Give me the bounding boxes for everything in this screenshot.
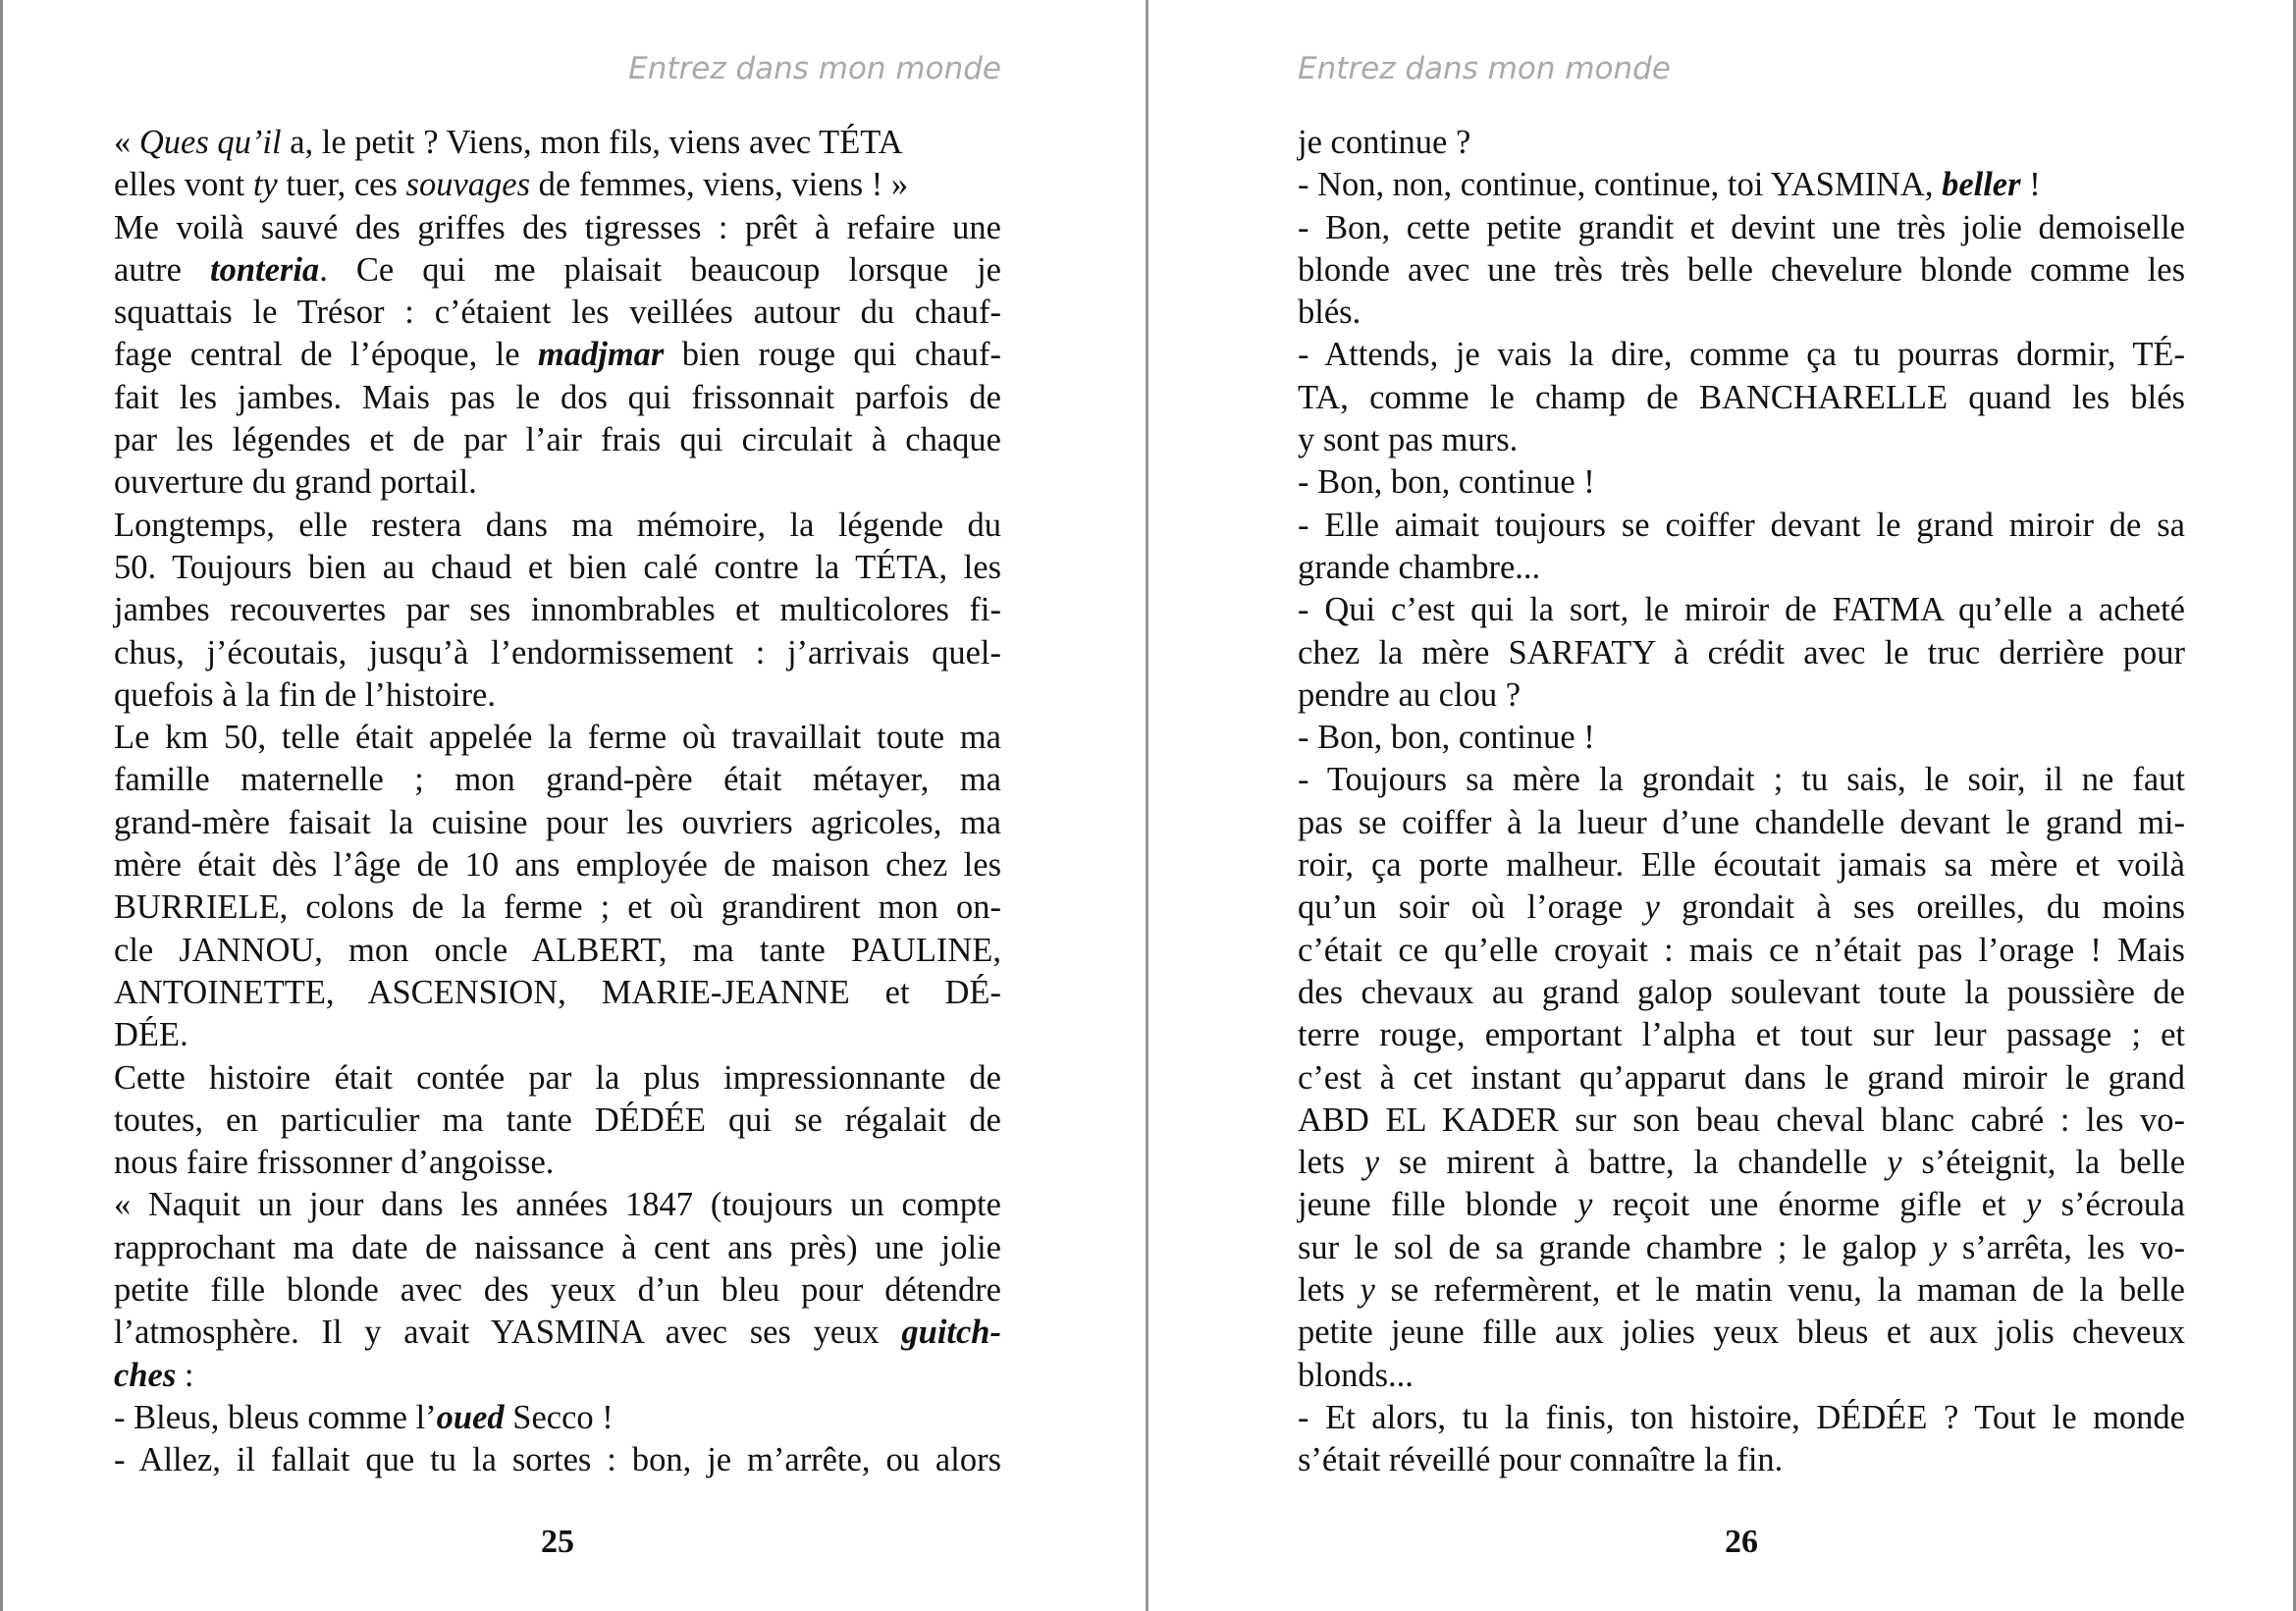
emphasized-word: ches xyxy=(114,1356,177,1394)
text-run: blonds... xyxy=(1298,1356,1414,1394)
text-run: tuer, ces xyxy=(277,166,406,204)
text-run: elles vont xyxy=(114,166,253,204)
text-line xyxy=(114,1057,1001,1100)
emphasized-word: tonteria xyxy=(210,250,320,289)
text-line xyxy=(1298,930,2185,972)
page-left xyxy=(114,0,1001,1611)
text-run: sur le sol de sa grande chambre ; le galop xyxy=(1298,1228,1933,1266)
text-run: grande chambre... xyxy=(1298,548,1541,586)
text-run: TA, comme le champ de BANCHARELLE quand les blés xyxy=(1298,378,2185,416)
text-line xyxy=(114,461,1001,504)
page-body xyxy=(114,122,1001,1482)
text-run: famille maternelle ; mon grand-père était métayer, ma xyxy=(114,761,1001,799)
text-run: roir, ça porte malheur. Elle écoutait jamais sa mère et voilà xyxy=(1298,846,2185,885)
text-line xyxy=(1298,1142,2185,1184)
text-line xyxy=(114,1397,1001,1439)
text-line xyxy=(114,249,1001,292)
text-run: chez la mère SARFATY à crédit avec le truc derrière pour xyxy=(1298,633,2185,671)
emphasized-word: y xyxy=(1887,1144,1902,1182)
text-run: - Bleus, bleus comme l’ xyxy=(114,1398,437,1436)
text-line xyxy=(1298,1439,2185,1481)
running-header: Entrez dans mon monde xyxy=(628,51,1001,86)
text-run: a, le petit ? Viens, mon fils, viens avec TÉTA xyxy=(281,124,903,161)
text-run: - Bon, bon, continue ! xyxy=(1298,719,1595,757)
text-run: Cette histoire était contée par la plus impressionnante de xyxy=(114,1058,1001,1097)
text-run: reçoit une énorme gifle et xyxy=(1592,1186,2026,1224)
text-line xyxy=(1298,1100,2185,1142)
text-run: Le km 50, telle était appelée la ferme où travaillait toute ma xyxy=(114,719,1001,757)
text-run: bien rouge qui chauf- xyxy=(664,336,1002,374)
page-number: 25 xyxy=(541,1524,574,1560)
text-run: grondait à ses oreilles, du moins xyxy=(1659,888,2186,927)
text-line xyxy=(1298,759,2185,801)
text-line xyxy=(114,886,1001,929)
text-run: qu’un soir où l’orage xyxy=(1298,888,1645,927)
text-run: Me voilà sauvé des griffes des tigresses : prêt à refaire une xyxy=(114,208,1001,246)
text-line xyxy=(1298,632,2185,674)
text-line xyxy=(114,1355,1001,1397)
text-run: des chevaux au grand galop soulevant toute la poussière de xyxy=(1298,973,2185,1011)
text-run: quefois à la fin de l’histoire. xyxy=(114,675,496,714)
text-run: rapprochant ma date de naissance à cent ans près) une jolie xyxy=(114,1228,1001,1266)
text-run: s’écroula xyxy=(2041,1186,2185,1224)
text-run: « xyxy=(114,124,139,161)
page-number: 26 xyxy=(1725,1524,1758,1560)
text-run: jeune fille blonde xyxy=(1298,1186,1578,1224)
text-line xyxy=(1298,334,2185,376)
text-run: terre rouge, emportant l’alpha et tout sur leur passage ; et xyxy=(1298,1016,2185,1054)
text-run: : xyxy=(176,1356,194,1394)
text-line xyxy=(114,759,1001,801)
text-line xyxy=(114,930,1001,972)
emphasized-word: guitch- xyxy=(901,1314,1001,1352)
text-run: squattais le Trésor : c’étaient les veillées autour du chauf- xyxy=(114,294,1001,332)
text-line xyxy=(1298,674,2185,717)
text-line xyxy=(114,1184,1001,1226)
text-run: ABD EL KADER sur son beau cheval blanc cabré : les vo- xyxy=(1298,1101,2185,1139)
text-run: grand-mère faisait la cuisine pour les ouvriers agricoles, ma xyxy=(114,803,1001,841)
text-line xyxy=(114,589,1001,631)
text-run: ! xyxy=(2020,166,2041,204)
text-run: c’était ce qu’elle croyait : mais ce n’était pas l’orage ! Mais xyxy=(1298,931,2185,969)
text-line xyxy=(1298,461,2185,504)
text-run: . Ce qui me plaisait beaucoup lorsque je xyxy=(319,250,1001,289)
text-line xyxy=(114,334,1001,376)
text-line xyxy=(1298,122,2185,164)
text-line xyxy=(1298,1312,2185,1354)
text-line xyxy=(114,972,1001,1014)
text-run: « Naquit un jour dans les années 1847 (toujours un compte xyxy=(114,1186,1001,1224)
text-run: 50. Toujours bien au chaud et bien calé contre la TÉTA, les xyxy=(114,548,1001,586)
text-run: - Bon, cette petite grandit et devint une très jolie demoiselle xyxy=(1298,208,2185,246)
emphasized-word: y xyxy=(1363,1144,1380,1182)
text-line xyxy=(1298,1227,2185,1269)
text-line xyxy=(114,122,1001,164)
emphasized-word: oued xyxy=(436,1398,505,1436)
text-run: toutes, en particulier ma tante DÉDÉE qui se régalait de xyxy=(114,1101,1001,1139)
emphasized-word: ty xyxy=(252,166,278,204)
text-run: se refermèrent, et le matin venu, la maman de la belle xyxy=(1374,1271,2185,1310)
text-run: - Et alors, tu la finis, ton histoire, DÉDÉE ? Tout le monde xyxy=(1298,1398,2185,1436)
text-line xyxy=(114,632,1001,674)
text-run: blonde avec une très très belle chevelure blonde comme les xyxy=(1298,250,2185,289)
text-run: - Bon, bon, continue ! xyxy=(1298,463,1595,502)
emphasized-word: y xyxy=(2025,1186,2042,1224)
text-line xyxy=(1298,1269,2185,1312)
text-run: - Allez, il fallait que tu la sortes : bon, je m’arrête, ou alors xyxy=(114,1441,1001,1479)
text-line xyxy=(114,1142,1001,1184)
text-run: lets xyxy=(1298,1271,1361,1310)
text-line xyxy=(1298,886,2185,929)
text-run: chus, j’écoutais, jusqu’à l’endormissement : j’arrivais quel- xyxy=(114,633,1001,671)
emphasized-word: madjmar xyxy=(537,336,665,374)
text-run: c’est à cet instant qu’apparut dans le grand miroir le grand xyxy=(1298,1058,2185,1097)
text-line xyxy=(1298,292,2185,334)
text-run: cle JANNOU, mon oncle ALBERT, ma tante PAULINE, xyxy=(114,931,1001,969)
text-line xyxy=(1298,249,2185,292)
text-line xyxy=(1298,164,2185,206)
text-line xyxy=(1298,377,2185,419)
text-run: ouverture du grand portail. xyxy=(114,463,477,502)
emphasized-word: Ques qu’il xyxy=(138,124,282,161)
text-run: Secco ! xyxy=(504,1398,614,1436)
text-line xyxy=(114,547,1001,589)
text-run: DÉE. xyxy=(114,1016,188,1054)
running-header: Entrez dans mon monde xyxy=(1298,51,1671,86)
text-run: mère était dès l’âge de 10 ans employée de maison chez les xyxy=(114,846,1001,885)
text-run: se mirent à battre, la chandelle xyxy=(1379,1144,1888,1182)
text-line xyxy=(114,1269,1001,1312)
text-run: s’était réveillé pour connaître la fin. xyxy=(1298,1441,1784,1479)
text-line xyxy=(114,674,1001,717)
text-line xyxy=(114,505,1001,547)
text-line xyxy=(114,1014,1001,1056)
text-run: - Elle aimait toujours se coiffer devant le grand miroir de sa xyxy=(1298,506,2185,544)
emphasized-word: souvages xyxy=(405,166,531,204)
text-run: nous faire frissonner d’angoisse. xyxy=(114,1144,555,1182)
text-line xyxy=(114,1227,1001,1269)
text-run: petite jeune fille aux jolies yeux bleus et aux jolis cheveux xyxy=(1298,1314,2185,1352)
text-line xyxy=(1298,1014,2185,1056)
text-run: fage central de l’époque, le xyxy=(114,336,538,374)
emphasized-word: y xyxy=(1577,1186,1593,1224)
text-run: par les légendes et de par l’air frais qui circulait à chaque xyxy=(114,421,1001,459)
text-run: Longtemps, elle restera dans ma mémoire, la légende du xyxy=(114,506,1001,544)
text-run: jambes recouvertes par ses innombrables et multicolores fi- xyxy=(114,591,1001,629)
text-run: fait les jambes. Mais pas le dos qui frissonnait parfois de xyxy=(114,378,1001,416)
text-line xyxy=(114,1100,1001,1142)
text-line xyxy=(1298,547,2185,589)
emphasized-word: y xyxy=(1644,888,1660,927)
text-run: l’atmosphère. Il y avait YASMINA avec ses yeux xyxy=(114,1314,902,1352)
emphasized-word: beller xyxy=(1942,166,2021,204)
text-line xyxy=(114,802,1001,844)
text-line xyxy=(114,164,1001,206)
text-line xyxy=(1298,802,2185,844)
text-run: autre xyxy=(114,250,210,289)
emphasized-word: y xyxy=(1360,1271,1375,1310)
text-line xyxy=(114,1439,1001,1481)
text-line xyxy=(1298,589,2185,631)
text-run: s’éteignit, la belle xyxy=(1901,1144,2186,1182)
text-run: s’arrêta, les vo- xyxy=(1947,1228,2185,1266)
text-line xyxy=(1298,844,2185,886)
text-run: lets xyxy=(1298,1144,1364,1182)
text-run: pas se coiffer à la lueur d’une chandelle devant le grand mi- xyxy=(1298,803,2185,841)
text-run: je continue ? xyxy=(1298,124,1471,161)
text-line xyxy=(1298,1397,2185,1439)
text-run: petite fille blonde avec des yeux d’un bleu pour détendre xyxy=(114,1271,1001,1310)
text-line xyxy=(1298,419,2185,461)
text-line xyxy=(1298,505,2185,547)
book-gutter xyxy=(1146,0,1148,1611)
text-run: - Qui c’est qui la sort, le miroir de FATMA qu’elle a acheté xyxy=(1298,591,2185,629)
text-line xyxy=(114,292,1001,334)
text-run: ANTOINETTE, ASCENSION, MARIE-JEANNE et DÉ- xyxy=(114,973,1001,1011)
text-line xyxy=(114,844,1001,886)
text-line xyxy=(114,207,1001,249)
page-body xyxy=(1298,122,2185,1482)
page-right xyxy=(1298,0,2185,1611)
text-run: pendre au clou ? xyxy=(1298,675,1522,714)
text-line xyxy=(1298,972,2185,1014)
text-run: - Toujours sa mère la grondait ; tu sais, le soir, il ne faut xyxy=(1298,761,2185,799)
text-line xyxy=(1298,1057,2185,1100)
text-line xyxy=(1298,1355,2185,1397)
text-run: - Attends, je vais la dire, comme ça tu pourras dormir, TÉ- xyxy=(1298,336,2185,374)
text-run: BURRIELE, colons de la ferme ; et où grandirent mon on- xyxy=(114,888,1001,927)
text-run: de femmes, viens, viens ! » xyxy=(530,166,909,204)
text-line xyxy=(114,717,1001,759)
text-line xyxy=(114,377,1001,419)
text-run: blés. xyxy=(1298,294,1362,332)
text-run: - Non, non, continue, continue, toi YASMINA, xyxy=(1298,166,1943,204)
text-line xyxy=(114,1312,1001,1354)
text-line xyxy=(1298,1184,2185,1226)
outer-border-left xyxy=(0,0,3,1611)
emphasized-word: y xyxy=(1932,1228,1948,1266)
text-run: y sont pas murs. xyxy=(1298,421,1519,459)
text-line xyxy=(1298,717,2185,759)
text-line xyxy=(1298,207,2185,249)
text-line xyxy=(114,419,1001,461)
